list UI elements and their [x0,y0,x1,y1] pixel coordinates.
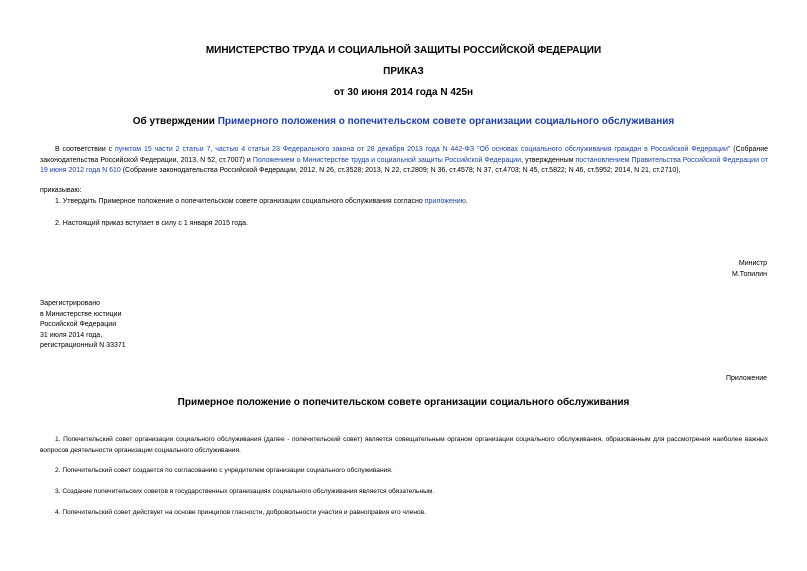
registration-line-5: регистрационный N 33371 [40,342,126,349]
appendix-item-2: 2. Попечительский совет создается по согласованию с учредителем организации социального обслуживания. [55,467,393,474]
signature-name: М.Топилин [732,271,767,278]
order-item-1 [55,197,468,208]
appendix-label: Приложение [725,375,767,382]
registration-line-4: 31 июля 2014 года, [40,331,103,339]
registration-line-3: Российской Федерации [40,321,117,328]
order-intro: приказываю: [40,187,82,194]
subject-link[interactable]: Примерного положения о попечительском совете организации социального обслуживания [217,116,675,127]
order-item-1-text: 1. Утвердить Примерное положение о попечительском совете организации социального обслуживания согласно [55,198,425,205]
subject-prefix: Об утверждении [132,116,218,127]
preamble-link-government-decree[interactable]: постановлением Правительства Российской Федерации от 19 июня 2012 года N 610 [40,156,768,174]
order-item-2: 2. Настоящий приказ вступает в силу с 1 января 2015 года. [55,220,248,227]
preamble-text-1: В соответствии с [55,146,115,153]
preamble-text-2: (Собрание законодательства Российской Федерации, 2013, N 52, ст.7007) и [40,146,768,164]
ministry-title: МИНИСТЕРСТВО ТРУДА И СОЦИАЛЬНОЙ ЗАЩИТЫ РОССИЙСКОЙ ФЕДЕРАЦИИ [205,45,602,56]
document-date-number: от 30 июня 2014 года N 425н [333,87,474,98]
registration-line-2: в Министерстве юстиции [40,310,122,318]
appendix-item-4: 4. Попечительский совет действует на основе принципов гласности, добровольности участия и равноправия его членов. [55,509,427,516]
preamble-link-ministry-regulation[interactable]: Положением о Министерстве труда и социальной защиты Российской Федерации [252,156,522,164]
appendix-item-3: 3. Создание попечительских советов в государственных организациях социального обслуживания является обязательным. [55,488,435,495]
signature-title: Министр [738,260,767,267]
preamble-link-federal-law[interactable]: пунктом 15 части 2 статьи 7, частью 4 статьи 23 Федерального закона от 28 декабря 2013 года N 442-ФЗ "Об основах социального обслуживания граждан в Российской Федерации" [114,146,731,153]
preamble-paragraph [40,145,768,177]
preamble-text-4: (Собрание законодательства Российской Федерации, 2012, N 26, ст.3528; 2013, N 22, ст.2809; N 36, ст.4578; N 37, ст.4703; N 45, ст.5822; N 46, ст.5952; 2014, N 21, ст.2710), [120,167,681,174]
appendix-title: Примерное положение о попечительском совете организации социального обслуживания [177,397,630,408]
registration-line-1: Зарегистрировано [40,300,100,307]
appendix-link[interactable]: приложению [424,198,466,205]
registration-block [40,299,126,352]
appendix-item-1: 1. Попечительский совет организации социального обслуживания (далее - попечительский совет) является совещательным органом организации социального обслуживания, образованным для рассмотрения наиболее важных вопросов деятельности организации социального обслуживания. [40,436,768,454]
order-item-1-end: . [465,198,468,205]
document-type: ПРИКАЗ [383,66,424,77]
preamble-text-3: , утвержденным [521,156,576,164]
document-subject [0,116,807,128]
